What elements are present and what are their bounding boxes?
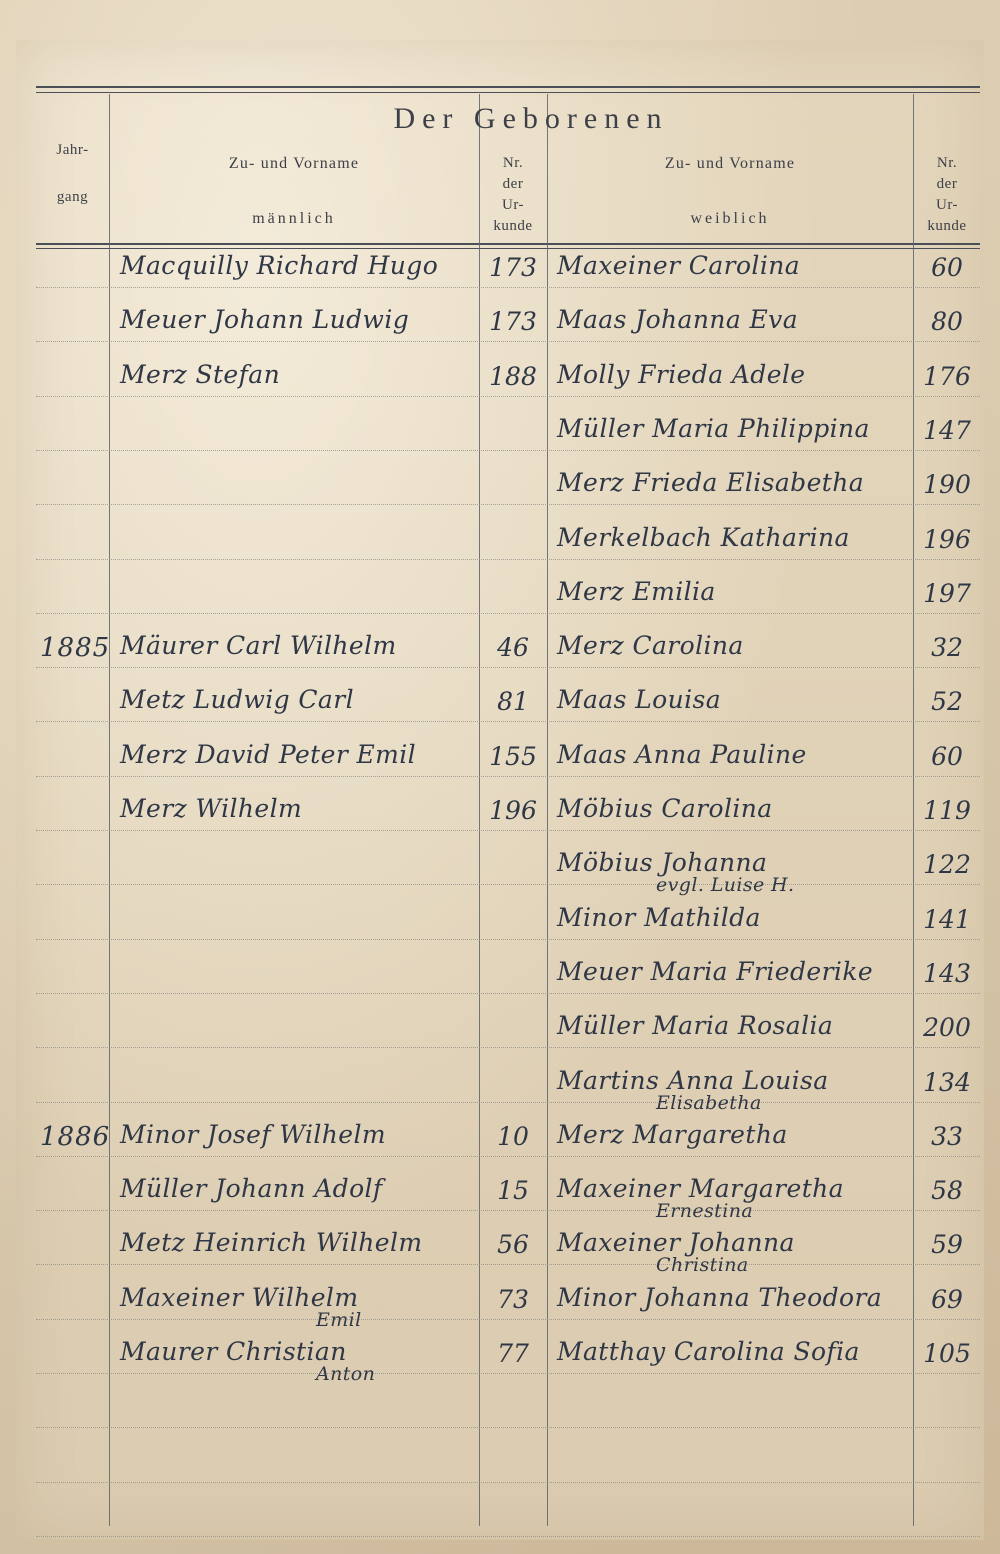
cell-female-name: Maas Anna Pauline: [557, 739, 807, 769]
cell-female-name: Möbius Carolina: [557, 794, 773, 823]
cell-male-name: Merz Stefan: [120, 359, 281, 389]
header-female-nr-l4: kunde: [927, 218, 967, 234]
cell-female-name: Müller Maria Rosalia: [557, 1011, 834, 1041]
header-year-line1: Jahr-: [56, 142, 89, 158]
cell-male-nr: 73: [497, 1284, 529, 1314]
cell-year: 1885: [40, 633, 111, 664]
header-male-nr-l3: Ur-: [501, 197, 525, 213]
column-rule-year: [109, 94, 110, 1526]
cell-female-name-sub: Ernestina: [656, 1200, 754, 1223]
cell-male-name: Merz David Peter Emil: [120, 739, 417, 769]
cell-female-nr: 200: [923, 1013, 971, 1043]
cell-female-name: Maas Louisa: [557, 685, 722, 715]
cell-female-name: Maas Johanna Eva: [557, 305, 798, 335]
cell-male-name: Maxeiner Wilhelm: [120, 1282, 359, 1312]
cell-female-nr: 122: [923, 850, 971, 880]
cell-female-nr: 60: [931, 253, 963, 282]
ruled-line: [36, 1156, 980, 1158]
header-female-nr-l3: Ur-: [935, 197, 959, 213]
column-rule-male-nr: [547, 94, 548, 1526]
cell-male-name-sub: Anton: [316, 1363, 376, 1385]
header-female-nr-l1: Nr.: [936, 155, 958, 171]
cell-female-nr: 80: [931, 307, 963, 337]
ruled-line: [36, 884, 980, 886]
cell-female-nr: 58: [931, 1176, 963, 1206]
top-rule-thick: [36, 86, 980, 88]
header-female-nr-l2: der: [936, 176, 958, 192]
header-female-name: Zu- und Vorname: [664, 155, 796, 172]
cell-female-nr: 119: [923, 796, 971, 825]
cell-male-nr: 196: [489, 796, 537, 825]
cell-female-name: Maxeiner Johanna: [557, 1228, 795, 1258]
cell-male-nr: 77: [497, 1339, 529, 1368]
header-rule-thick: [36, 243, 980, 245]
cell-year: 1886: [40, 1121, 111, 1152]
cell-female-nr: 197: [923, 578, 971, 608]
ruled-line: [36, 1047, 980, 1049]
header-rule-thin: [36, 248, 980, 249]
ruled-line: [36, 1264, 980, 1266]
cell-female-nr: 141: [923, 904, 971, 934]
cell-male-nr: 46: [497, 633, 529, 663]
cell-female-name: Martins Anna Louisa: [557, 1065, 829, 1095]
cell-female-name-sub: evgl. Luise H.: [656, 874, 795, 897]
ruled-line: [36, 559, 980, 561]
cell-male-nr: 155: [489, 741, 537, 771]
header-female-sub: weiblich: [690, 210, 770, 227]
ruled-line: [36, 1427, 980, 1429]
cell-female-name: Maxeiner Margaretha: [557, 1174, 844, 1204]
cell-male-nr: 10: [497, 1121, 529, 1151]
cell-male-name: Metz Heinrich Wilhelm: [120, 1228, 423, 1258]
ruled-line: [36, 993, 980, 995]
ruled-line: [36, 287, 980, 289]
cell-male-name: Merz Wilhelm: [120, 794, 303, 823]
cell-female-nr: 60: [931, 741, 963, 771]
ledger-page: [16, 40, 984, 1540]
cell-female-name-sub: Elisabetha: [656, 1091, 762, 1114]
ruled-line: [36, 341, 980, 343]
ruled-line: [36, 667, 980, 669]
header-male-nr-l4: kunde: [493, 218, 533, 234]
cell-male-name: Meuer Johann Ludwig: [120, 305, 410, 335]
ruled-line: [36, 830, 980, 832]
header-year-line2: gang: [56, 189, 89, 205]
cell-female-nr: 33: [931, 1121, 963, 1151]
cell-female-nr: 105: [923, 1339, 971, 1368]
ruled-line: [36, 450, 980, 452]
ruled-line: [36, 1210, 980, 1212]
cell-male-nr: 173: [489, 253, 537, 282]
cell-female-name: Matthay Carolina Sofia: [557, 1337, 860, 1366]
cell-male-name: Mäurer Carl Wilhelm: [120, 631, 397, 661]
cell-female-nr: 59: [931, 1230, 963, 1260]
ruled-line: [36, 1319, 980, 1321]
cell-female-nr: 176: [923, 361, 971, 391]
cell-male-name: Müller Johann Adolf: [120, 1174, 383, 1204]
cell-female-name: Merkelbach Katharina: [557, 522, 850, 552]
cell-male-nr: 188: [489, 361, 537, 391]
cell-female-name: Meuer Maria Friederike: [557, 956, 874, 986]
cell-female-nr: 147: [923, 415, 971, 445]
cell-male-name: Minor Josef Wilhelm: [120, 1119, 386, 1149]
header-male-nr: [480, 153, 546, 237]
cell-male-name-sub: Emil: [316, 1308, 362, 1331]
header-male-nr-l1: Nr.: [502, 155, 524, 171]
ruled-line: [36, 939, 980, 941]
header-male-nr-l2: der: [502, 176, 524, 192]
cell-female-nr: 134: [923, 1067, 971, 1097]
cell-male-nr: 173: [489, 307, 537, 337]
cell-female-nr: 52: [931, 687, 963, 717]
header-male-sub: männlich: [252, 210, 336, 227]
header-male-name: Zu- und Vorname: [228, 155, 360, 172]
ruled-line: [36, 1482, 980, 1484]
cell-female-name: Maxeiner Carolina: [557, 251, 801, 280]
cell-female-name: Merz Margaretha: [557, 1119, 788, 1149]
cell-female-name: Minor Mathilda: [557, 902, 761, 932]
cell-female-name: Molly Frieda Adele: [557, 359, 806, 389]
cell-female-name: Merz Frieda Elisabetha: [557, 468, 865, 498]
cell-female-name-sub: Christina: [656, 1254, 749, 1277]
cell-male-name: Macquilly Richard Hugo: [120, 251, 439, 280]
ruled-line: [36, 776, 980, 778]
column-rule-female-name: [913, 94, 914, 1526]
ruled-line: [36, 1373, 980, 1375]
page-title: Der Geborenen: [393, 102, 669, 135]
cell-female-nr: 196: [923, 524, 971, 554]
ruled-line: [36, 504, 980, 506]
cell-female-name: Müller Maria Philippina: [557, 413, 870, 443]
cell-male-nr: 15: [497, 1176, 529, 1206]
cell-female-nr: 32: [931, 633, 963, 663]
cell-female-nr: 143: [923, 958, 971, 988]
cell-female-name: Merz Emilia: [557, 576, 716, 606]
top-rule-thin: [36, 92, 980, 93]
ruled-line: [36, 613, 980, 615]
cell-female-nr: 190: [923, 470, 971, 500]
ruled-line: [36, 721, 980, 723]
cell-male-name: Metz Ludwig Carl: [120, 685, 354, 715]
ruled-line: [36, 396, 980, 398]
cell-male-name: Maurer Christian: [120, 1337, 347, 1366]
ruled-line: [36, 1536, 980, 1538]
cell-female-nr: 69: [931, 1284, 963, 1314]
cell-male-nr: 81: [497, 687, 529, 717]
ruled-line: [36, 1102, 980, 1104]
cell-male-nr: 56: [497, 1230, 529, 1260]
cell-female-name: Möbius Johanna: [557, 848, 768, 878]
header-female-nr: [915, 153, 979, 237]
cell-female-name: Minor Johanna Theodora: [557, 1282, 883, 1312]
cell-female-name: Merz Carolina: [557, 631, 744, 661]
